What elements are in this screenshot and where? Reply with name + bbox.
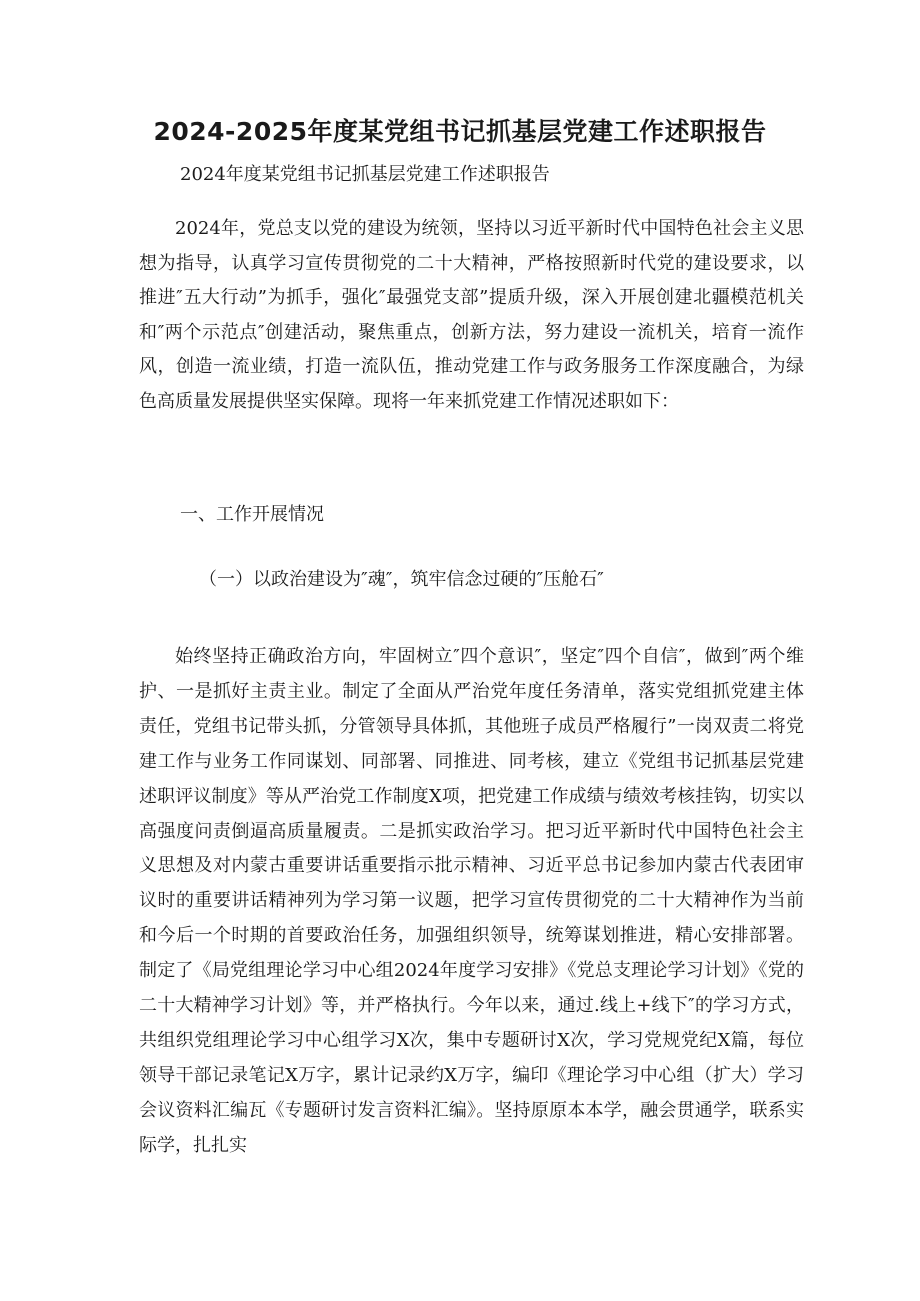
document-title: 2024-2025年度某党组书记抓基层党建工作述职报告 [153, 117, 767, 146]
document-subtitle: 2024年度某党组书记抓基层党建工作述职报告 [180, 164, 550, 185]
section-heading: 一、工作开展情况 [180, 504, 324, 525]
subsection-heading: （一）以政治建设为″魂″，筑牢信念过硬的″压舱石″ [199, 569, 604, 590]
intro-paragraph: 2024年，党总支以党的建设为统领，坚持以习近平新时代中国特色社会主义思想为指导，认真学习宣传贯彻党的二十大精神，严格按照新时代党的建设要求，以推进″五大行动”为抓手，强化″最强党支部”提质升级，深入开展创建北疆模范机关和″两个示范点″创建活动，聚焦重点，创新方法，努力建设一流机关，培育一流作风，创造一流业绩，打造一流队伍，推动党建工作与政务服务工作深度融合，为绿色高质量发展提供坚实保障。现将一年来抓党建工作情况述职如下： [139, 218, 804, 412]
body-paragraph: 始终坚持正确政治方向，牢固树立″四个意识″，坚定″四个自信″，做到″两个维护、一是抓好主责主业。制定了全面从严治党年度任务清单，落实党组抓党建主体责任，党组书记带头抓，分管领导具体抓，其他班子成员严格履行”一岗双责二将党建工作与业务工作同谋划、同部署、同推进、同考核，建立《党组书记抓基层党建述职评议制度》等从严治党工作制度X项，把党建工作成绩与绩效考核挂钩，切实以高强度问责倒逼高质量履责。二是抓实政治学习。把习近平新时代中国特色社会主义思想及对内蒙古重要讲话重要指示批示精神、习近平总书记参加内蒙古代表团审议时的重要讲话精神列为学习第一议题，把学习宣传贯彻党的二十大精神作为当前和今后一个时期的首要政治任务，加强组织领导，统筹谋划推进，精心安排部署。制定了《局党组理论学习中心组2024年度学习安排》《党总支理论学习计划》《党的二十大精神学习计划》等，并严格执行。今年以来，通过.线上+线下″的学习方式，共组织党组理论学习中心组学习X次，集中专题研讨X次，学习党规党纪X篇，每位领导干部记录笔记X万字，累计记录约X万字，编印《理论学习中心组（扩大）学习会议资料汇编瓦《专题研讨发言资料汇编》。坚持原原本本学，融会贯通学，联系实际学，扎扎实 [139, 646, 804, 1156]
